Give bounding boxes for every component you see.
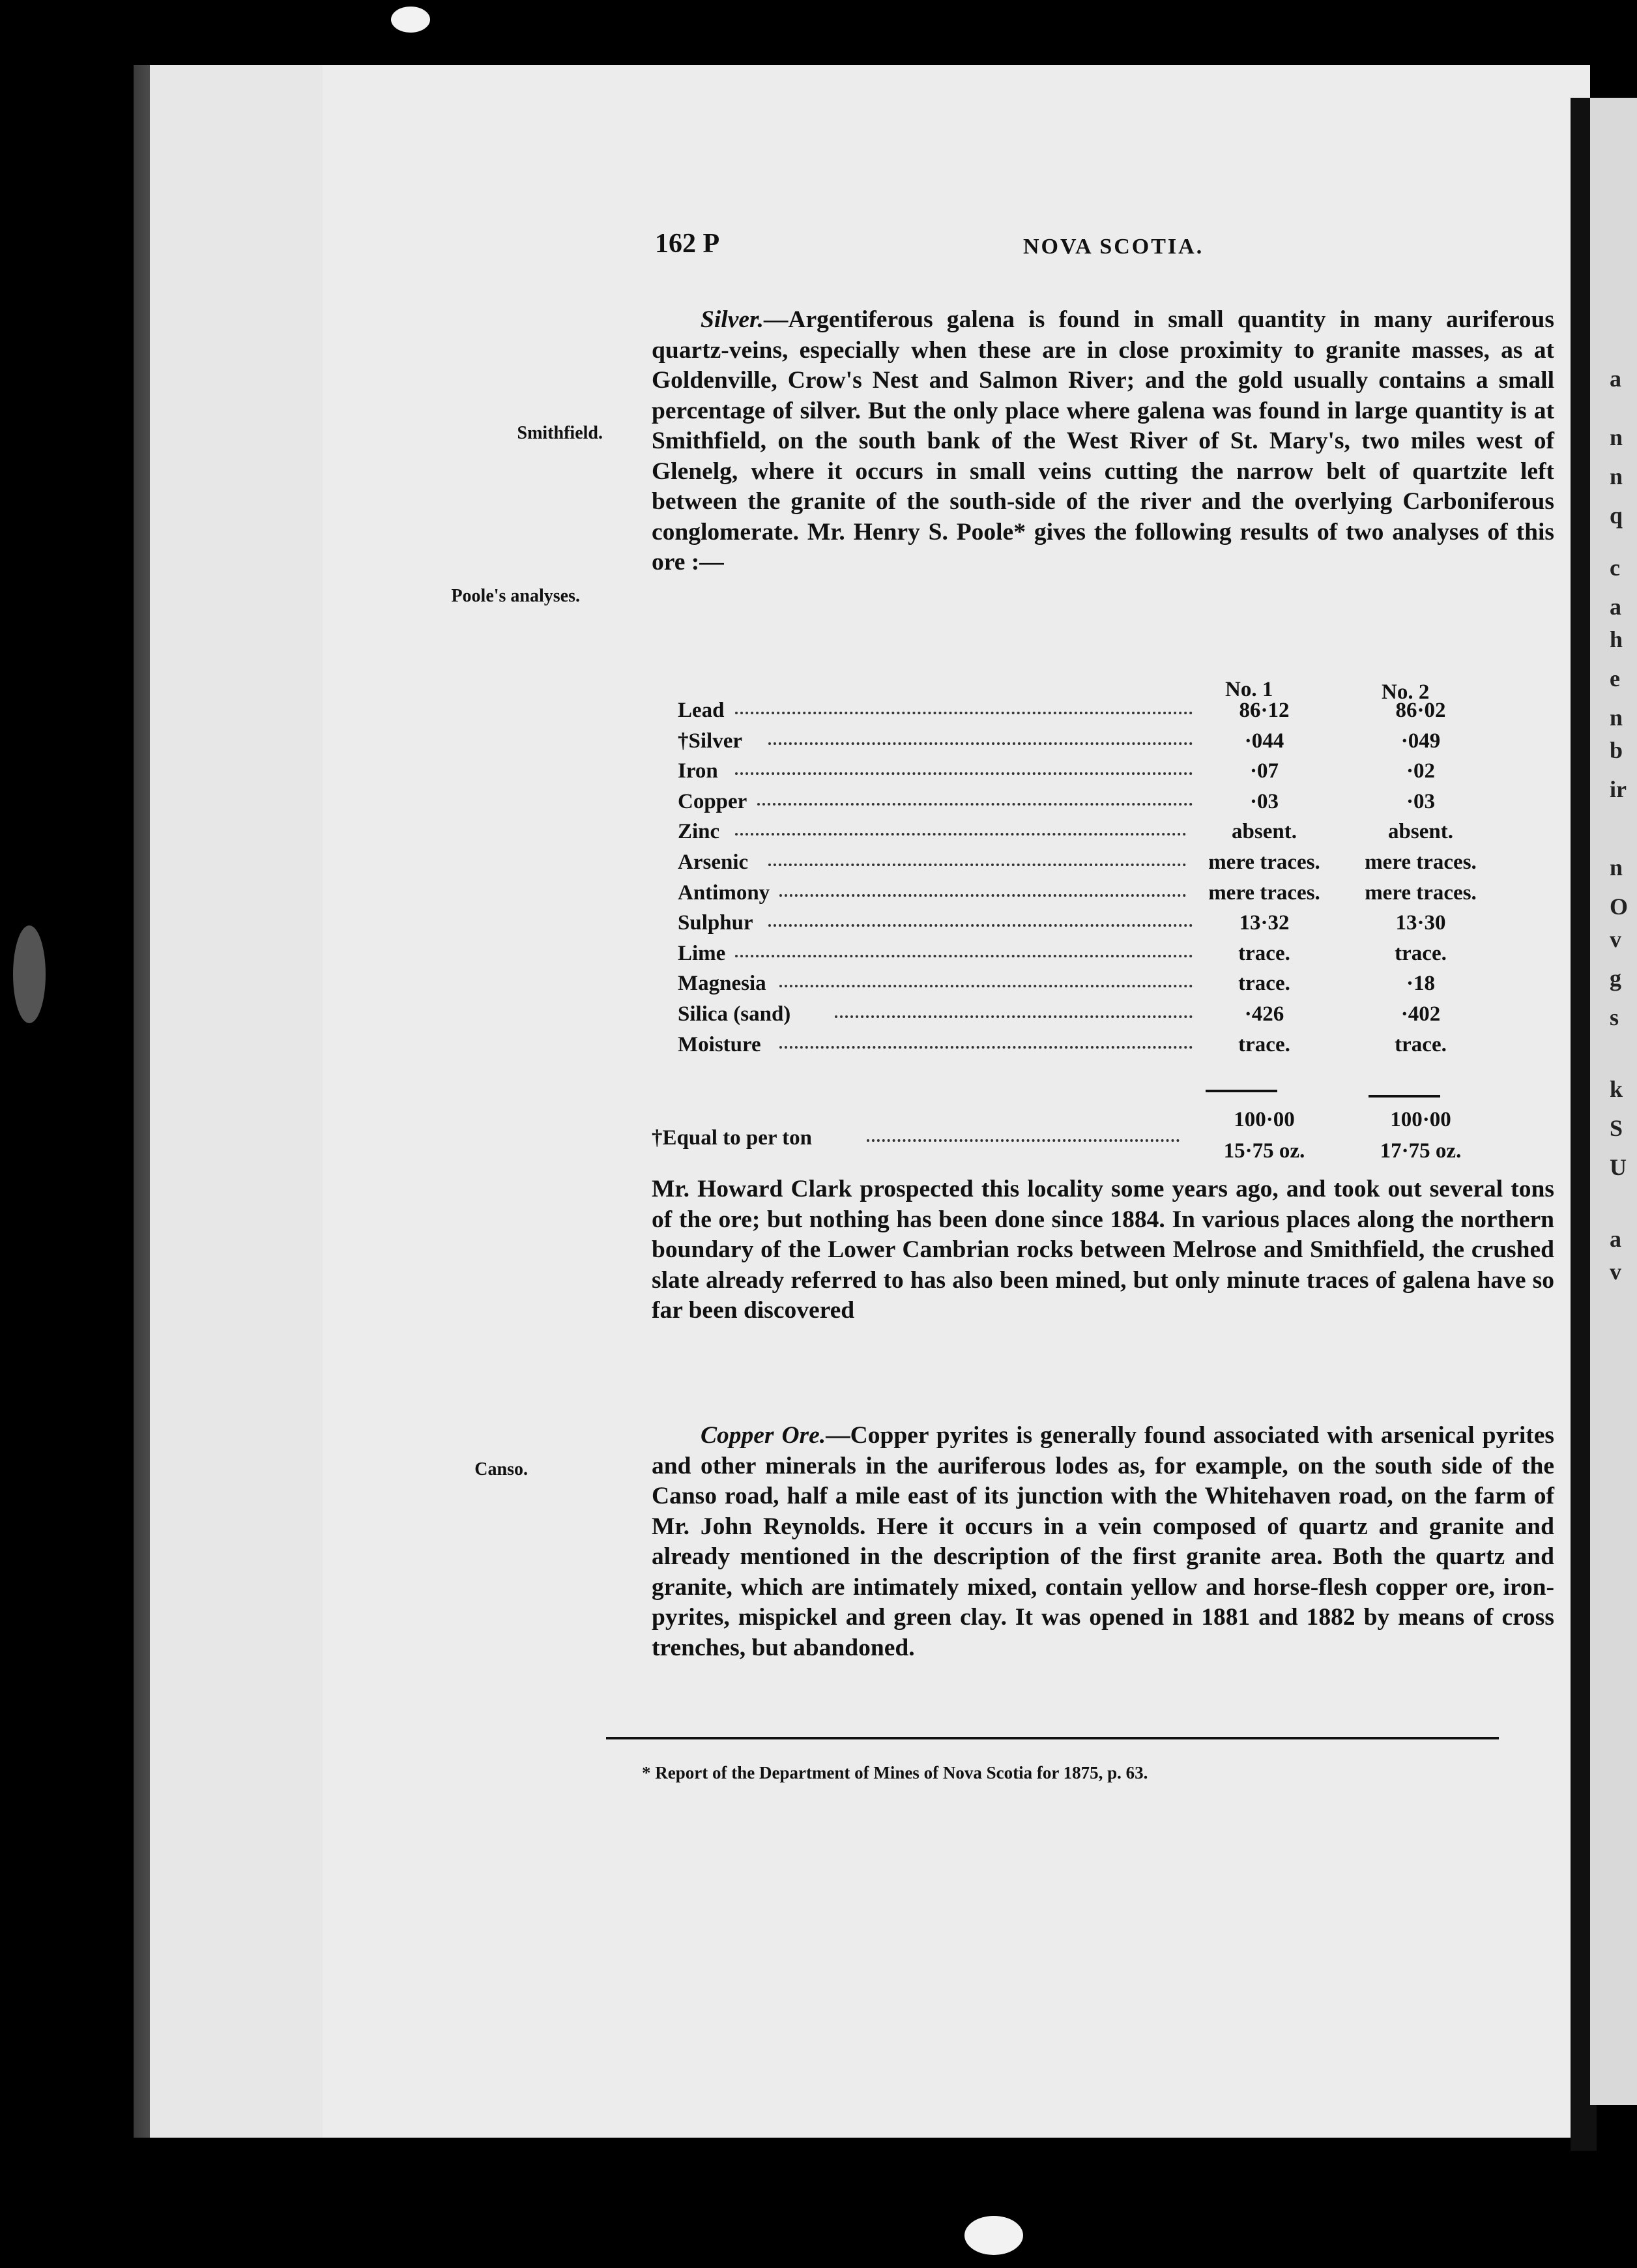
value-no1: mere traces. bbox=[1208, 850, 1320, 874]
value-no1: ·03 bbox=[1249, 789, 1279, 813]
value-no2: trace. bbox=[1395, 941, 1447, 965]
facing-page-fragment: h bbox=[1610, 626, 1623, 652]
facing-page-fragment: a bbox=[1610, 594, 1621, 620]
table-row bbox=[678, 881, 1499, 911]
table-row bbox=[678, 942, 1499, 972]
row-label: Zinc bbox=[678, 820, 720, 844]
facing-page-fragment: v bbox=[1610, 926, 1621, 952]
leader-dots bbox=[779, 1040, 1193, 1049]
per-ton-label: †Equal to per ton bbox=[652, 1126, 813, 1150]
value-no1: ·426 bbox=[1244, 1002, 1284, 1026]
facing-page-fragment: e bbox=[1610, 665, 1620, 691]
scan-speck bbox=[964, 2216, 1023, 2255]
table-row bbox=[678, 759, 1499, 789]
margin-note-poole: Poole's analyses. bbox=[451, 586, 580, 606]
value-no2: 13·30 bbox=[1395, 911, 1446, 935]
row-label: Silica (sand) bbox=[678, 1002, 791, 1026]
silver-heading: Silver. bbox=[701, 306, 764, 333]
value-no1: 13·32 bbox=[1239, 911, 1290, 935]
value-no1: absent. bbox=[1232, 820, 1297, 844]
total-no2: 100·00 bbox=[1390, 1108, 1451, 1131]
table-row bbox=[678, 729, 1499, 759]
value-no2: absent. bbox=[1388, 820, 1453, 844]
silver-text: —Argentiferous galena is found in small quantity in many auriferous quartz-veins, especially when these are in close proximity to granite masses, as at Goldenville, Crow's Nest and Salmon River; and the gold usually contains a small percentage of silver. But the only place where galena was found in large quantity is at Smithfield, on the south bank of the West River of St. Mary's, two miles west of Glenelg, where it occurs in small veins cutting the narrow belt of quartzite left between the granite of the south-side of the river and the overlying Carboniferous conglomerate. Mr. Henry S. Poole* gives the following results of two analyses of this ore :— bbox=[652, 306, 1554, 575]
value-no1: mere traces. bbox=[1208, 880, 1320, 905]
running-head: NOVA SCOTIA. bbox=[1023, 235, 1204, 259]
table-row bbox=[678, 911, 1499, 941]
value-no2: ·03 bbox=[1406, 789, 1435, 813]
facing-page-fragment: O bbox=[1610, 894, 1629, 920]
facing-page-fragment: n bbox=[1610, 705, 1623, 731]
row-label: Iron bbox=[678, 759, 718, 783]
value-no2: trace. bbox=[1395, 1032, 1447, 1056]
footnote: * Report of the Department of Mines of Nova Scotia for 1875, p. 63. bbox=[642, 1763, 1148, 1782]
footnote-rule bbox=[606, 1737, 1499, 1739]
value-no2: ·402 bbox=[1400, 1002, 1441, 1026]
row-label: Arsenic bbox=[678, 850, 749, 874]
sum-rule-1 bbox=[1206, 1090, 1277, 1092]
copper-heading: Copper Ore. bbox=[701, 1422, 826, 1449]
table-row bbox=[678, 850, 1499, 880]
row-label: Antimony bbox=[678, 880, 770, 905]
row-label: Magnesia bbox=[678, 972, 766, 996]
facing-page-fragment: n bbox=[1610, 854, 1623, 880]
margin-note-canso: Canso. bbox=[474, 1459, 528, 1479]
total-no1: 100·00 bbox=[1234, 1108, 1295, 1131]
value-no2: 86·02 bbox=[1395, 699, 1446, 722]
page-number: 162 P bbox=[655, 229, 720, 259]
facing-page-fragment: a bbox=[1610, 1226, 1621, 1252]
leader-dots bbox=[735, 705, 1193, 714]
row-label: Lime bbox=[678, 941, 726, 965]
facing-page-fragment: c bbox=[1610, 555, 1620, 581]
leader-dots bbox=[779, 978, 1193, 987]
row-label: Lead bbox=[678, 699, 725, 722]
facing-page-fragment: g bbox=[1610, 965, 1621, 991]
value-no1: ·044 bbox=[1244, 729, 1284, 753]
row-label: Moisture bbox=[678, 1032, 761, 1056]
scan-speck bbox=[391, 7, 430, 33]
facing-page-fragment: n bbox=[1610, 463, 1623, 489]
facing-page-fragment: b bbox=[1610, 737, 1623, 763]
leader-dots bbox=[835, 1009, 1193, 1018]
leader-dots bbox=[768, 736, 1193, 745]
col-header-no1: No. 1 bbox=[1225, 678, 1273, 701]
value-no2: mere traces. bbox=[1365, 880, 1477, 905]
per-ton-values bbox=[678, 1139, 1499, 1169]
facing-page-fragment: ir bbox=[1610, 776, 1627, 802]
facing-page-fragment: q bbox=[1610, 502, 1623, 529]
value-no2: ·18 bbox=[1406, 972, 1435, 996]
per-ton-no1: 15·75 oz. bbox=[1223, 1139, 1305, 1163]
table-row bbox=[678, 1033, 1499, 1063]
clark-paragraph: Mr. Howard Clark prospected this locality some years ago, and took out several tons of the ore; but nothing has been done since 1884. In various places along the northern boundary of the Lower Cambrian rocks between Melrose and Smithfield, the crushed slate already referred to has also been mined, but only minute traces of galena have so far been discovered bbox=[652, 1176, 1554, 1324]
leader-dots bbox=[757, 796, 1193, 806]
per-ton-no2: 17·75 oz. bbox=[1380, 1139, 1462, 1163]
row-label: †Silver bbox=[678, 729, 742, 753]
leader-dots bbox=[779, 888, 1186, 897]
value-no2: ·049 bbox=[1400, 729, 1441, 753]
col-header-no2: No. 2 bbox=[1382, 680, 1430, 704]
scan-speck bbox=[13, 925, 46, 1023]
table-row bbox=[678, 972, 1499, 1002]
value-no1: 86·12 bbox=[1239, 699, 1290, 722]
value-no1: trace. bbox=[1238, 1032, 1290, 1056]
leader-dots bbox=[735, 826, 1186, 836]
copper-paragraph bbox=[652, 1421, 1554, 1663]
row-label: Copper bbox=[678, 789, 747, 813]
table-row bbox=[678, 1002, 1499, 1032]
table-row bbox=[678, 699, 1499, 729]
facing-page-fragment: s bbox=[1610, 1004, 1619, 1030]
sum-rule-2 bbox=[1369, 1095, 1440, 1098]
value-no1: trace. bbox=[1238, 941, 1290, 965]
facing-page-fragment: U bbox=[1610, 1154, 1627, 1180]
row-label: Sulphur bbox=[678, 911, 753, 935]
silver-paragraph bbox=[652, 305, 1554, 578]
facing-page-fragment: k bbox=[1610, 1076, 1623, 1102]
facing-page-fragment: a bbox=[1610, 366, 1621, 392]
leader-dots bbox=[768, 857, 1186, 866]
value-no2: ·02 bbox=[1406, 759, 1435, 783]
leader-dots bbox=[768, 918, 1193, 927]
margin-note-smithfield: Smithfield. bbox=[517, 423, 603, 443]
facing-page-fragment: v bbox=[1610, 1258, 1621, 1285]
value-no1: trace. bbox=[1238, 972, 1290, 996]
table-row bbox=[678, 790, 1499, 820]
table-row bbox=[678, 820, 1499, 850]
copper-text: —Copper pyrites is generally found associated with arsenical pyrites and other minerals in the auriferous lodes as, for example, on the south side of the Canso road, half a mile east of its junction with the Whitehaven road, on the farm of Mr. John Reynolds. Here it occurs in a vein composed of quartz and granite and already mentioned in the description of the first granite area. Both the quartz and granite, which are intimately mixed, contain yellow and horse-flesh copper ore, iron-pyrites, mispickel and green clay. It was opened in 1881 and 1882 by means of cross trenches, but abandoned. bbox=[652, 1422, 1554, 1661]
leader-dots bbox=[735, 766, 1193, 775]
value-no1: ·07 bbox=[1249, 759, 1279, 783]
value-no2: mere traces. bbox=[1365, 850, 1477, 874]
facing-page-fragment: n bbox=[1610, 424, 1623, 450]
facing-page-fragment: S bbox=[1610, 1115, 1623, 1141]
leader-dots bbox=[735, 948, 1193, 957]
